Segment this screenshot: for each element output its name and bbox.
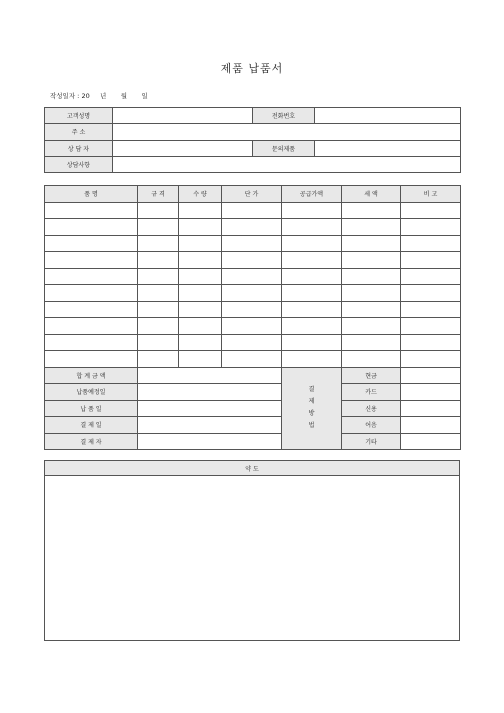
item-cell[interactable] xyxy=(342,235,401,252)
item-cell[interactable] xyxy=(222,301,282,318)
item-cell[interactable] xyxy=(45,351,138,368)
item-cell[interactable] xyxy=(342,219,401,236)
item-cell[interactable] xyxy=(282,334,342,351)
header-remarks: 비 고 xyxy=(401,186,461,203)
item-cell[interactable] xyxy=(342,252,401,269)
item-cell[interactable] xyxy=(45,235,138,252)
payment-card-field[interactable] xyxy=(401,384,461,401)
summary-row-scheduled xyxy=(45,384,461,401)
item-row xyxy=(45,301,461,318)
item-row xyxy=(45,285,461,302)
payment-date-label: 결 제 일 xyxy=(45,417,138,434)
total-amount-label: 합 계 금 액 xyxy=(45,367,138,384)
item-cell[interactable] xyxy=(282,351,342,368)
scheduled-delivery-field[interactable] xyxy=(138,384,282,401)
item-cell[interactable] xyxy=(342,202,401,219)
item-row xyxy=(45,219,461,236)
item-cell[interactable] xyxy=(179,351,222,368)
item-cell[interactable] xyxy=(179,235,222,252)
item-cell[interactable] xyxy=(282,252,342,269)
item-cell[interactable] xyxy=(222,268,282,285)
item-cell[interactable] xyxy=(45,202,138,219)
address-field[interactable] xyxy=(113,124,461,140)
item-cell[interactable] xyxy=(138,202,179,219)
item-cell[interactable] xyxy=(138,318,179,335)
payer-field[interactable] xyxy=(138,433,282,450)
payer-label: 결 제 자 xyxy=(45,433,138,450)
item-cell[interactable] xyxy=(179,252,222,269)
item-cell[interactable] xyxy=(138,219,179,236)
payment-cash-label: 현금 xyxy=(342,367,401,384)
item-cell[interactable] xyxy=(45,219,138,236)
item-cell[interactable] xyxy=(138,252,179,269)
item-cell[interactable] xyxy=(179,202,222,219)
item-cell[interactable] xyxy=(222,351,282,368)
summary-row-delivery xyxy=(45,400,461,417)
address-label: 주 소 xyxy=(45,124,113,140)
delivery-date-label: 납 품 일 xyxy=(45,400,138,417)
items-header-row xyxy=(45,186,461,203)
item-cell[interactable] xyxy=(342,268,401,285)
item-row xyxy=(45,268,461,285)
payment-other-field[interactable] xyxy=(401,433,461,450)
payment-cash-field[interactable] xyxy=(401,367,461,384)
item-row xyxy=(45,202,461,219)
item-row xyxy=(45,351,461,368)
customer-info-table xyxy=(44,107,461,173)
item-cell[interactable] xyxy=(138,268,179,285)
header-unit-price: 단 가 xyxy=(222,186,282,203)
item-cell[interactable] xyxy=(179,219,222,236)
item-cell[interactable] xyxy=(179,334,222,351)
item-cell[interactable] xyxy=(179,285,222,302)
payment-card-label: 카드 xyxy=(342,384,401,401)
item-cell[interactable] xyxy=(342,285,401,302)
item-cell[interactable] xyxy=(342,301,401,318)
header-spec: 규 격 xyxy=(138,186,179,203)
map-area[interactable] xyxy=(45,476,460,641)
payment-bill-label: 어음 xyxy=(342,417,401,434)
item-cell[interactable] xyxy=(138,351,179,368)
item-row xyxy=(45,318,461,335)
phone-field[interactable] xyxy=(315,108,461,124)
header-tax: 세 액 xyxy=(342,186,401,203)
phone-label: 전화번호 xyxy=(253,108,315,124)
item-cell[interactable] xyxy=(401,219,461,236)
item-cell[interactable] xyxy=(222,235,282,252)
item-cell[interactable] xyxy=(138,235,179,252)
summary-row-payment-date xyxy=(45,417,461,434)
scheduled-delivery-label: 납품예정일 xyxy=(45,384,138,401)
item-cell[interactable] xyxy=(282,235,342,252)
item-cell[interactable] xyxy=(401,252,461,269)
item-cell[interactable] xyxy=(401,235,461,252)
delivery-date-field[interactable] xyxy=(138,400,282,417)
item-cell[interactable] xyxy=(222,202,282,219)
item-cell[interactable] xyxy=(401,334,461,351)
item-cell[interactable] xyxy=(222,318,282,335)
map-table xyxy=(44,460,460,641)
payment-credit-field[interactable] xyxy=(401,400,461,417)
item-cell[interactable] xyxy=(45,268,138,285)
item-cell[interactable] xyxy=(45,318,138,335)
item-cell[interactable] xyxy=(401,301,461,318)
date-line: 작성일자 : 20 년 월 일 xyxy=(50,92,148,100)
item-cell[interactable] xyxy=(282,285,342,302)
consult-notes-label: 상담사항 xyxy=(45,156,113,172)
page-title: 제품 납품서 xyxy=(220,62,284,75)
consult-notes-field[interactable] xyxy=(113,156,461,172)
payment-date-field[interactable] xyxy=(138,417,282,434)
customer-name-label: 고객성명 xyxy=(45,108,113,124)
item-cell[interactable] xyxy=(282,219,342,236)
item-cell[interactable] xyxy=(401,351,461,368)
consultant-field[interactable] xyxy=(113,140,253,156)
summary-row-total xyxy=(45,367,461,384)
item-cell[interactable] xyxy=(138,285,179,302)
inquiry-product-field[interactable] xyxy=(315,140,461,156)
item-cell[interactable] xyxy=(45,334,138,351)
header-supply-amount: 공급가액 xyxy=(282,186,342,203)
payment-other-label: 기타 xyxy=(342,433,401,450)
total-amount-field[interactable] xyxy=(138,367,282,384)
item-cell[interactable] xyxy=(138,334,179,351)
item-cell[interactable] xyxy=(401,202,461,219)
payment-bill-field[interactable] xyxy=(401,417,461,434)
customer-name-field[interactable] xyxy=(113,108,253,124)
item-row xyxy=(45,252,461,269)
item-row xyxy=(45,235,461,252)
item-cell[interactable] xyxy=(222,334,282,351)
items-table xyxy=(44,185,461,450)
item-cell[interactable] xyxy=(401,318,461,335)
item-cell[interactable] xyxy=(45,301,138,318)
item-cell[interactable] xyxy=(45,252,138,269)
item-cell[interactable] xyxy=(401,285,461,302)
item-cell[interactable] xyxy=(401,268,461,285)
header-item-name: 품 명 xyxy=(45,186,138,203)
item-cell[interactable] xyxy=(282,318,342,335)
payment-method-label: 결 제 방 법 xyxy=(282,367,342,450)
item-cell[interactable] xyxy=(342,318,401,335)
header-quantity: 수 량 xyxy=(179,186,222,203)
item-cell[interactable] xyxy=(45,285,138,302)
item-cell[interactable] xyxy=(179,301,222,318)
item-cell[interactable] xyxy=(222,285,282,302)
item-cell[interactable] xyxy=(179,268,222,285)
item-cell[interactable] xyxy=(138,301,179,318)
inquiry-product-label: 문의제품 xyxy=(253,140,315,156)
consultant-label: 상 담 자 xyxy=(45,140,113,156)
item-cell[interactable] xyxy=(222,219,282,236)
item-cell[interactable] xyxy=(342,351,401,368)
map-header: 약 도 xyxy=(45,461,460,476)
summary-row-payer xyxy=(45,433,461,450)
item-cell[interactable] xyxy=(282,301,342,318)
item-cell[interactable] xyxy=(282,268,342,285)
item-row xyxy=(45,334,461,351)
item-cell[interactable] xyxy=(179,318,222,335)
item-cell[interactable] xyxy=(342,334,401,351)
payment-credit-label: 신용 xyxy=(342,400,401,417)
item-cell[interactable] xyxy=(222,252,282,269)
item-cell[interactable] xyxy=(282,202,342,219)
